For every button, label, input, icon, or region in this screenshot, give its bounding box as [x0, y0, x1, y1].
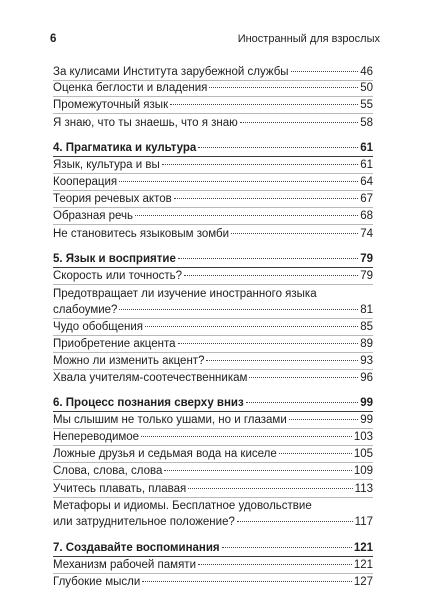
dot-leader	[289, 419, 358, 420]
toc-entry-title: Теория речевых актов	[53, 193, 172, 205]
toc-entry	[53, 481, 373, 497]
toc-chapter-heading	[53, 140, 373, 156]
toc-entry	[53, 64, 373, 80]
toc-entry-title: Непереводимое	[53, 431, 140, 443]
dot-leader	[178, 258, 358, 259]
dot-leader	[246, 402, 358, 403]
toc-entry	[53, 463, 373, 479]
toc-entry-title: Я знаю, что ты знаешь, что я знаю	[53, 117, 238, 129]
dot-leader	[188, 488, 352, 489]
toc-entry-title: Образная речь	[53, 210, 134, 222]
dot-leader	[174, 198, 358, 199]
toc-entry-title: Приобретение акцента	[53, 338, 176, 350]
toc-entry-title: Скорость или точность?	[53, 270, 183, 282]
toc-entry-page: 93	[360, 355, 373, 367]
dot-leader	[237, 521, 353, 522]
dot-leader	[170, 104, 358, 105]
toc-entry-title: Ложные друзья и седьмая вода на киселе	[53, 448, 277, 460]
toc-entry-page: 117	[354, 516, 373, 528]
toc-entry-page: 58	[360, 117, 373, 129]
toc-entry-title: Промежуточный язык	[53, 99, 169, 111]
toc-entry-title: слабоумие?	[53, 304, 118, 316]
toc-entry	[53, 157, 373, 173]
toc-entry	[53, 174, 373, 190]
dot-leader	[141, 436, 352, 437]
toc-entry	[53, 80, 373, 96]
toc-entry-title-line1: Предотвращает ли изучение иностранного языка	[53, 288, 317, 300]
toc-entry	[53, 574, 373, 590]
toc-entry	[53, 498, 373, 530]
toc-entry-title: 4. Прагматика и культура	[53, 142, 197, 154]
dot-leader	[249, 377, 358, 378]
dot-leader	[162, 164, 358, 165]
toc-entry-page: 103	[353, 431, 373, 443]
toc-entry-title: 6. Процесс познания сверху вниз	[53, 397, 244, 409]
toc-entry	[53, 319, 373, 335]
dot-leader	[240, 122, 358, 123]
dot-leader	[119, 309, 358, 310]
toc-entry-page: 68	[360, 210, 373, 222]
row-divider	[53, 113, 373, 114]
dot-leader	[206, 360, 358, 361]
toc-entry-page: 67	[360, 193, 373, 205]
toc-entry-page: 99	[360, 414, 373, 426]
toc-entry	[53, 226, 373, 242]
page-number: 6	[50, 33, 57, 45]
toc-entry-page: 61	[360, 159, 373, 171]
toc-entry-page: 121	[353, 559, 373, 571]
toc-entry-title-line1: Метафоры и идиомы. Бесплатное удовольствие	[53, 500, 312, 512]
toc-entry	[53, 446, 373, 462]
dot-leader	[222, 547, 352, 548]
toc-entry-page: 113	[354, 483, 373, 495]
dot-leader	[198, 147, 358, 148]
dot-leader	[135, 215, 358, 216]
toc-entry-page: 109	[353, 465, 373, 477]
dot-leader	[184, 275, 358, 276]
toc-entry	[53, 429, 373, 445]
toc-entry-title: Механизм рабочей памяти	[53, 559, 196, 571]
toc-entry-title: Не становитесь языковым зомби	[53, 228, 230, 240]
toc-entry-page: 81	[360, 304, 373, 316]
toc-entry-title: или затруднительное положение?	[53, 516, 235, 528]
dot-leader	[119, 181, 358, 182]
toc-entry-page: 96	[360, 372, 373, 384]
toc-entry-title: Слова, слова, слова	[53, 465, 163, 477]
toc-entry	[53, 370, 373, 386]
toc-entry-page: 79	[360, 270, 373, 282]
toc-entry-page: 121	[353, 542, 373, 554]
running-title: Иностранный для взрослых	[237, 33, 380, 45]
toc-entry-title: Можно ли изменить акцент?	[53, 355, 205, 367]
toc-entry-title: Учитесь плавать, плавая	[53, 483, 187, 495]
toc-entry-title: Язык, культура и вы	[53, 159, 160, 171]
toc-entry-page: 74	[360, 228, 373, 240]
dot-leader	[291, 71, 359, 72]
dot-leader	[145, 326, 358, 327]
toc-entry	[53, 208, 373, 224]
toc-chapter-heading	[53, 251, 373, 267]
toc-entry	[53, 97, 373, 113]
dot-leader	[142, 581, 352, 582]
dot-leader	[198, 564, 352, 565]
dot-leader	[164, 470, 351, 471]
toc-chapter-heading	[53, 540, 373, 556]
dot-leader	[178, 343, 359, 344]
toc-entry	[53, 557, 373, 573]
toc-entry	[53, 268, 373, 284]
toc-entry-page: 127	[353, 576, 373, 588]
toc-entry-title: За кулисами Института зарубежной службы	[53, 66, 289, 78]
toc-entry-page: 105	[353, 448, 373, 460]
toc-entry-title: Кооперация	[53, 176, 118, 188]
row-divider	[53, 224, 373, 225]
toc-entry	[53, 115, 373, 131]
toc-entry-title: 7. Создавайте воспоминания	[53, 542, 220, 554]
toc-entry	[53, 353, 373, 369]
toc-entry-page: 99	[360, 397, 373, 409]
toc-entry-title: Мы слышим не только ушами, но и глазами	[53, 414, 287, 426]
toc-entry-page: 46	[360, 66, 373, 78]
toc-entry-page: 61	[360, 142, 373, 154]
dot-leader	[209, 87, 358, 88]
toc-entry-title: 5. Язык и восприятие	[53, 253, 176, 265]
toc-entry	[53, 412, 373, 428]
toc-entry-page: 89	[360, 338, 373, 350]
dot-leader	[231, 233, 358, 234]
toc-entry-page: 79	[360, 253, 373, 265]
toc-entry	[53, 336, 373, 352]
toc-entry-title: Глубокие мысли	[53, 576, 141, 588]
toc-entry-page: 64	[360, 176, 373, 188]
toc-entry	[53, 191, 373, 207]
toc-entry	[53, 286, 373, 318]
toc-entry-page: 50	[360, 82, 373, 94]
toc-entry-title: Чудо обобщения	[53, 321, 144, 333]
toc-entry-page: 55	[360, 99, 373, 111]
toc-entry-title: Хвала учителям-соотечественникам	[53, 372, 248, 384]
dot-leader	[279, 453, 352, 454]
row-divider	[53, 284, 373, 285]
toc-entry-title: Оценка беглости и владения	[53, 82, 208, 94]
toc-chapter-heading	[53, 395, 373, 411]
row-divider	[53, 479, 373, 480]
toc-entry-page: 85	[360, 321, 373, 333]
